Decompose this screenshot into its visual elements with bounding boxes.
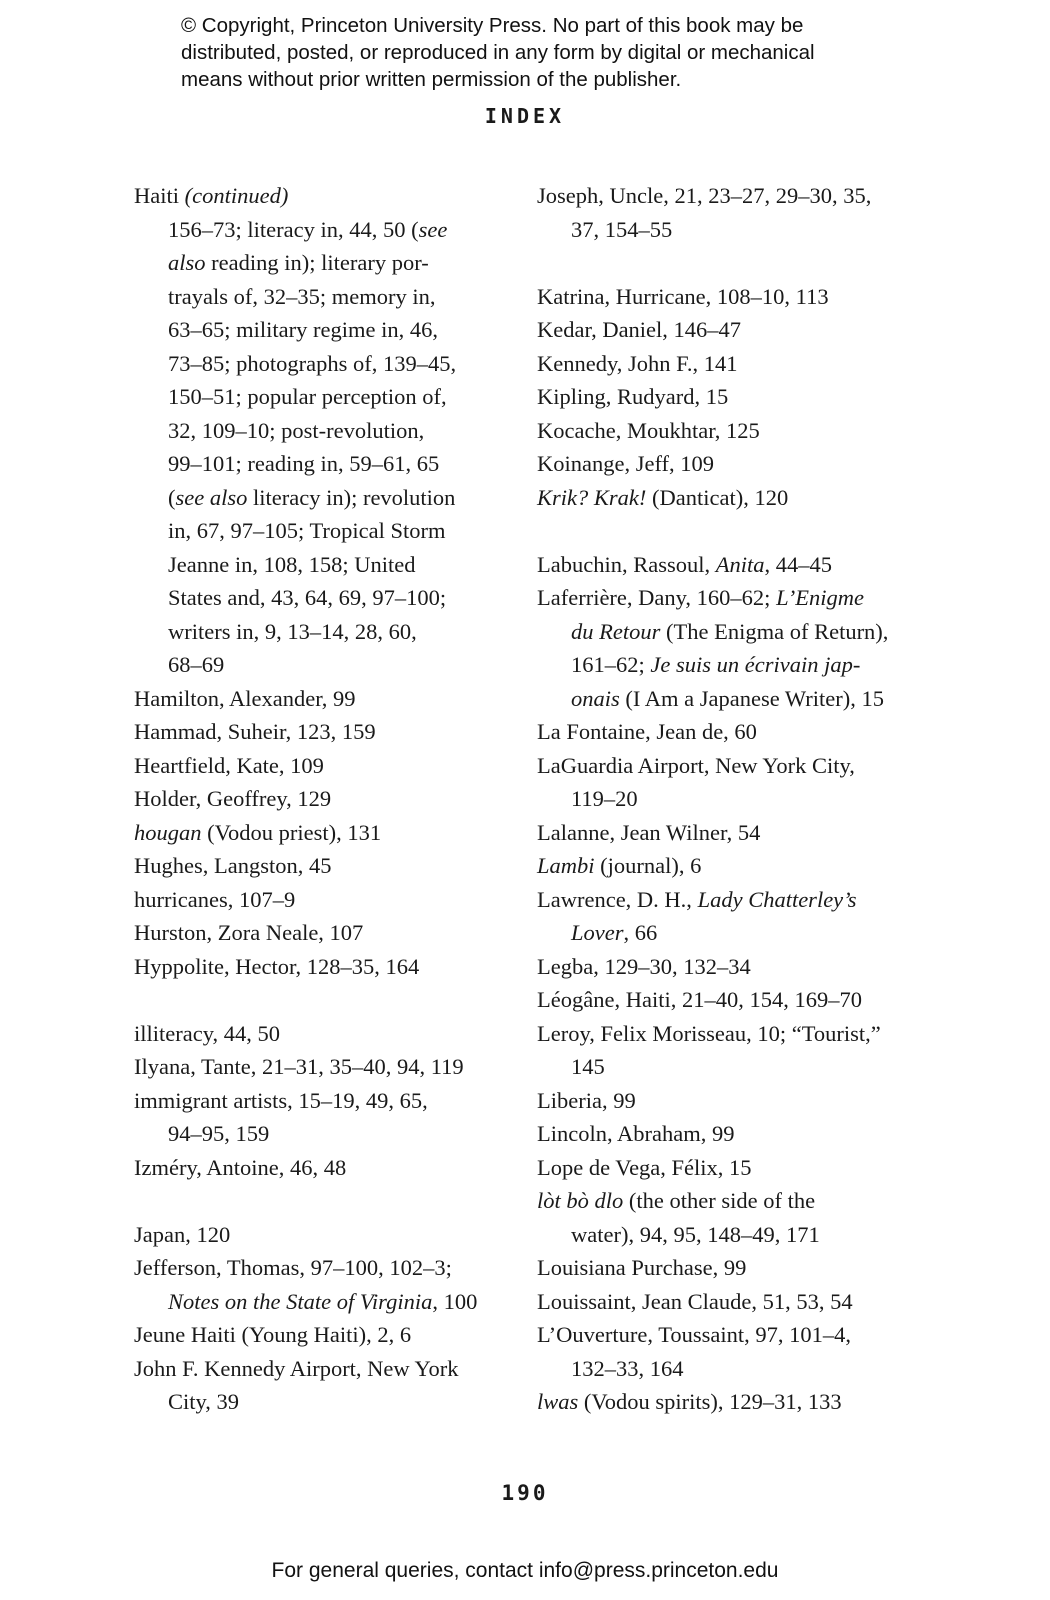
index-entry: Hyppolite, Hector, 128–35, 164 xyxy=(134,953,420,979)
index-entry-continuation: (see also literacy in); revolution xyxy=(168,484,456,510)
index-entry-continuation: 156–73; literacy in, 44, 50 (see xyxy=(168,216,448,242)
index-entry: hurricanes, 107–9 xyxy=(134,886,296,912)
index-entry-continuation: also reading in); literary por- xyxy=(168,250,429,275)
index-entry: Jefferson, Thomas, 97–100, 102–3; xyxy=(134,1255,452,1280)
index-entry-continuation: water), 94, 95, 148–49, 171 xyxy=(571,1221,820,1247)
index-entry: Kipling, Rudyard, 15 xyxy=(537,384,729,409)
index-entry: Leroy, Felix Morisseau, 10; “Tourist,” xyxy=(537,1020,881,1046)
copyright-line: © Copyright, Princeton University Press. No part of this book may be xyxy=(181,14,804,37)
index-entry-continuation: onais (I Am a Japanese Writer), 15 xyxy=(571,685,884,711)
index-entry-continuation: States and, 43, 64, 69, 97–100; xyxy=(168,585,447,610)
index-entry: Kennedy, John F., 141 xyxy=(537,350,738,376)
page-number: 190 xyxy=(501,1481,549,1505)
index-entry: Labuchin, Rassoul, Anita, 44–45 xyxy=(537,551,832,577)
index-entry-continuation: du Retour (The Enigma of Return), xyxy=(571,618,889,644)
index-entry-continuation: 150–51; popular perception of, xyxy=(168,384,447,409)
index-entry: Krik? Krak! (Danticat), 120 xyxy=(537,484,789,510)
index-entry: Izméry, Antoine, 46, 48 xyxy=(134,1154,347,1180)
copyright-line: distributed, posted, or reproduced in any form by digital or mechanical xyxy=(181,41,815,64)
index-entry: LaGuardia Airport, New York City, xyxy=(537,752,855,778)
index-entry-continuation: 119–20 xyxy=(571,786,638,811)
index-entry-continuation: 145 xyxy=(571,1054,605,1079)
letter-group-gap xyxy=(537,514,927,548)
index-entry: lòt bò dlo (the other side of the xyxy=(537,1188,816,1213)
index-entry: hougan (Vodou priest), 131 xyxy=(134,819,382,845)
index-entry: Lincoln, Abraham, 99 xyxy=(537,1121,735,1146)
index-entry-continuation: 132–33, 164 xyxy=(571,1355,684,1381)
index-entry: immigrant artists, 15–19, 49, 65, xyxy=(134,1087,428,1113)
page-heading: INDEX xyxy=(484,104,566,128)
index-entry: Louissaint, Jean Claude, 51, 53, 54 xyxy=(537,1288,853,1314)
index-entry: Liberia, 99 xyxy=(537,1087,636,1113)
index-entry: Kedar, Daniel, 146–47 xyxy=(537,317,742,342)
index-entry: Lambi (journal), 6 xyxy=(537,853,702,878)
index-entry-continuation: Notes on the State of Virginia, 100 xyxy=(168,1288,478,1314)
index-entry: Katrina, Hurricane, 108–10, 113 xyxy=(537,283,829,309)
index-entry: Haiti (continued) xyxy=(134,183,289,208)
index-entry: Jeune Haiti (Young Haiti), 2, 6 xyxy=(134,1322,412,1347)
index-entry-continuation: 99–101; reading in, 59–61, 65 xyxy=(168,451,440,476)
index-entry: Hammad, Suheir, 123, 159 xyxy=(134,719,376,744)
index-entry-continuation: writers in, 9, 13–14, 28, 60, xyxy=(168,618,417,644)
index-entry: Heartfield, Kate, 109 xyxy=(134,752,324,778)
index-entry-continuation: City, 39 xyxy=(168,1389,240,1414)
footer-contact: For general queries, contact info@press.princeton.edu xyxy=(271,1559,779,1582)
index-entry: Lalanne, Jean Wilner, 54 xyxy=(537,819,761,845)
index-entry-continuation: Lover, 66 xyxy=(571,920,658,945)
index-entry: Louisiana Purchase, 99 xyxy=(537,1255,747,1280)
index-entry-continuation: 94–95, 159 xyxy=(168,1121,270,1146)
index-entry: Koinange, Jeff, 109 xyxy=(537,451,715,476)
letter-group-gap xyxy=(134,983,514,1017)
index-entry-continuation: 68–69 xyxy=(168,652,225,677)
index-column-left xyxy=(134,179,514,1419)
index-entry: Léogâne, Haiti, 21–40, 154, 169–70 xyxy=(537,987,862,1012)
index-entry: Holder, Geoffrey, 129 xyxy=(134,786,332,811)
index-entry-continuation: 161–62; Je suis un écrivain jap- xyxy=(571,652,861,677)
index-entry: illiteracy, 44, 50 xyxy=(134,1020,280,1046)
index-entry-continuation: trayals of, 32–35; memory in, xyxy=(168,283,436,309)
index-entry: Hurston, Zora Neale, 107 xyxy=(134,920,364,945)
index-entry: Japan, 120 xyxy=(134,1221,231,1247)
index-entry: Hamilton, Alexander, 99 xyxy=(134,685,356,711)
index-entry: Lawrence, D. H., Lady Chatterley’s xyxy=(537,886,857,912)
letter-group-gap xyxy=(537,246,927,280)
index-entry: L’Ouverture, Toussaint, 97, 101–4, xyxy=(537,1322,852,1347)
index-entry-continuation: 37, 154–55 xyxy=(571,216,673,242)
index-entry: Laferrière, Dany, 160–62; L’Enigme xyxy=(537,585,864,610)
index-entry: Kocache, Moukhtar, 125 xyxy=(537,417,760,443)
index-entry: Lope de Vega, Félix, 15 xyxy=(537,1154,752,1180)
index-column-right xyxy=(537,179,927,1419)
index-entry: Ilyana, Tante, 21–31, 35–40, 94, 119 xyxy=(134,1054,464,1079)
index-entry-continuation: 32, 109–10; post-revolution, xyxy=(168,417,425,443)
index-entry-continuation: 73–85; photographs of, 139–45, xyxy=(168,350,457,376)
copyright-notice xyxy=(181,12,901,93)
index-entry: Hughes, Langston, 45 xyxy=(134,853,332,878)
index-entry: lwas (Vodou spirits), 129–31, 133 xyxy=(537,1389,842,1414)
index-entry: Joseph, Uncle, 21, 23–27, 29–30, 35, xyxy=(537,183,872,208)
copyright-line: means without prior written permission of the publisher. xyxy=(181,68,682,91)
index-entry: John F. Kennedy Airport, New York xyxy=(134,1355,459,1381)
index-entry-continuation: 63–65; military regime in, 46, xyxy=(168,317,438,342)
letter-group-gap xyxy=(134,1184,514,1218)
index-entry: La Fontaine, Jean de, 60 xyxy=(537,719,757,744)
index-entry-continuation: Jeanne in, 108, 158; United xyxy=(168,551,416,577)
index-entry: Legba, 129–30, 132–34 xyxy=(537,953,751,979)
index-entry-continuation: in, 67, 97–105; Tropical Storm xyxy=(168,518,446,543)
